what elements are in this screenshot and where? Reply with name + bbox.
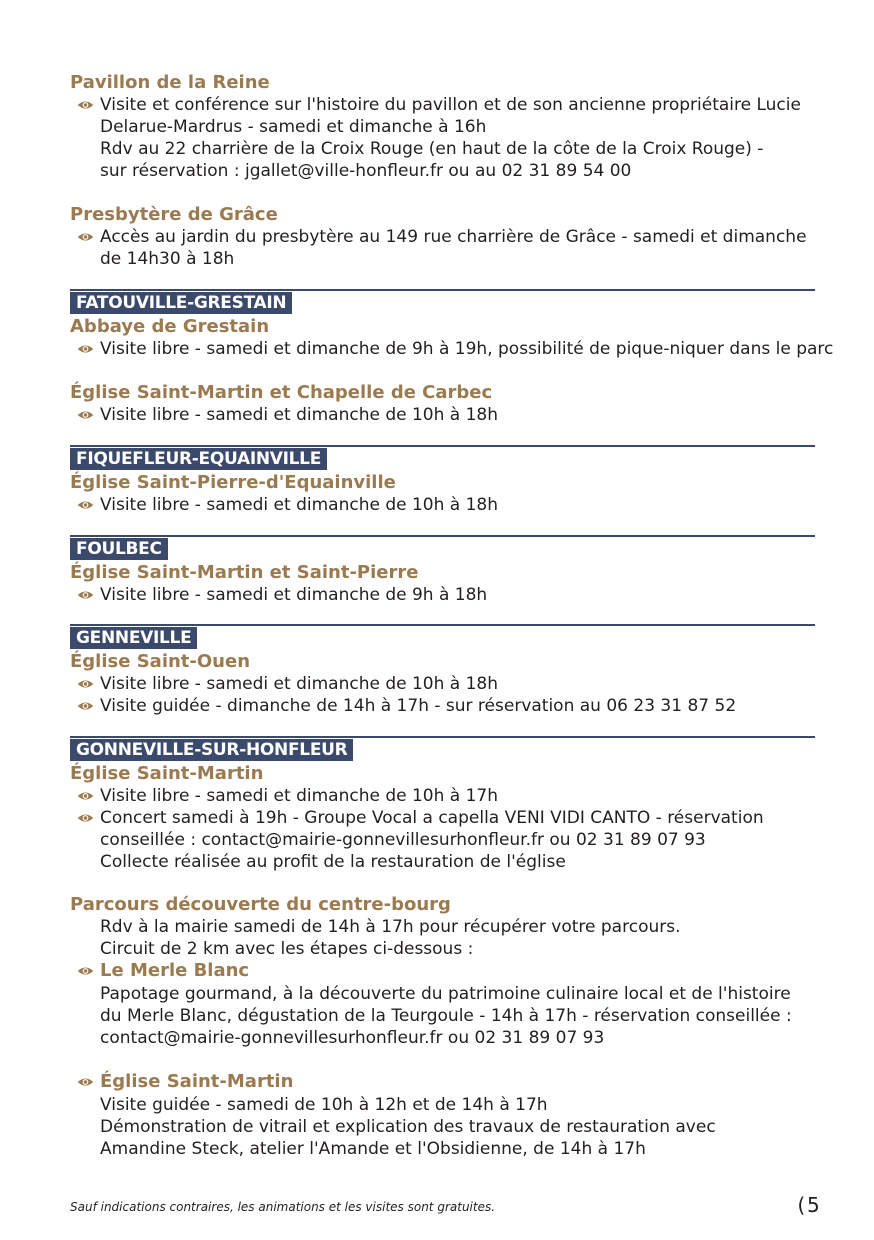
saint-martin-title: Église Saint-Martin	[70, 763, 264, 784]
abbaye-line-1: Visite libre - samedi et dimanche de 9h à 19h, possibilité de pique-niquer dans le parc	[100, 339, 834, 359]
merle-blanc-title: Le Merle Blanc	[100, 960, 250, 981]
section-rule	[70, 289, 815, 291]
page-number-value: 5	[807, 1193, 820, 1217]
page-number-paren: (	[795, 1193, 808, 1217]
presbytere-item	[77, 226, 807, 248]
footer-note: Sauf indications contraires, les animations et les visites sont gratuites.	[70, 1200, 496, 1214]
eglise-saint-martin-title: Église Saint-Martin	[100, 1071, 294, 1092]
section-rule	[70, 535, 815, 537]
eye-icon	[77, 700, 94, 712]
merle-blanc-heading	[77, 960, 249, 982]
section-genneville: GENNEVILLE	[70, 627, 197, 649]
saint-martin-line-1: Visite libre - samedi et dimanche de 10h à 17h	[100, 786, 499, 806]
carbec-line-1: Visite libre - samedi et dimanche de 10h à 18h	[100, 405, 499, 425]
section-rule	[70, 445, 815, 447]
foulbec-title: Église Saint-Martin et Saint-Pierre	[70, 562, 419, 583]
section-gonneville: GONNEVILLE-SUR-HONFLEUR	[70, 739, 353, 761]
eye-icon	[77, 343, 94, 355]
saint-ouen-line-2: Visite guidée - dimanche de 14h à 17h - sur réservation au 06 23 31 87 52	[100, 696, 737, 716]
eglise2-line-1: Visite guidée - samedi de 10h à 12h et de 14h à 17h	[100, 1095, 548, 1115]
section-fiquefleur: FIQUEFLEUR-EQUAINVILLE	[70, 448, 327, 470]
saint-ouen-title: Église Saint-Ouen	[70, 651, 251, 672]
section-rule	[70, 624, 815, 626]
parcours-title: Parcours découverte du centre-bourg	[70, 894, 451, 915]
presbytere-line-1: Accès au jardin du presbytère au 149 rue charrière de Grâce - samedi et dimanche	[100, 227, 807, 247]
abbaye-item	[77, 338, 833, 360]
section-fatouville: FATOUVILLE-GRESTAIN	[70, 292, 292, 314]
saint-martin-line-4: Collecte réalisée au profit de la restauration de l'église	[100, 852, 566, 872]
saint-martin-line-2: Concert samedi à 19h - Groupe Vocal a capella VENI VIDI CANTO - réservation	[100, 808, 764, 828]
saint-martin-item-1	[77, 785, 498, 807]
eye-icon	[77, 812, 94, 824]
presbytere-title: Presbytère de Grâce	[70, 204, 278, 225]
eye-icon	[77, 589, 94, 601]
section-rule	[70, 736, 815, 738]
eye-icon	[77, 499, 94, 511]
abbaye-title: Abbaye de Grestain	[70, 316, 270, 337]
eye-icon	[77, 1076, 94, 1088]
saint-ouen-line-1: Visite libre - samedi et dimanche de 10h à 18h	[100, 674, 499, 694]
pavillon-item	[77, 94, 801, 116]
pavillon-line-3: Rdv au 22 charrière de la Croix Rouge (en haut de la côte de la Croix Rouge) -	[100, 139, 764, 159]
carbec-item	[77, 404, 498, 426]
eglise2-line-3: Amandine Steck, atelier l'Amande et l'Obsidienne, de 14h à 17h	[100, 1139, 646, 1159]
presbytere-line-2: de 14h30 à 18h	[100, 249, 235, 269]
eglise2-line-2: Démonstration de vitrail et explication des travaux de restauration avec	[100, 1117, 716, 1137]
eye-icon	[77, 790, 94, 802]
eye-icon	[77, 99, 94, 111]
equainville-item	[77, 494, 498, 516]
foulbec-line-1: Visite libre - samedi et dimanche de 9h à 18h	[100, 585, 488, 605]
eye-icon	[77, 231, 94, 243]
saint-martin-item-2	[77, 807, 764, 829]
merle-line-3: contact@mairie-gonnevillesurhonfleur.fr ou 02 31 89 07 93	[100, 1028, 605, 1048]
equainville-line-1: Visite libre - samedi et dimanche de 10h à 18h	[100, 495, 499, 515]
pavillon-title: Pavillon de la Reine	[70, 72, 270, 93]
merle-line-2: du Merle Blanc, dégustation de la Teurgoule - 14h à 17h - réservation conseillée :	[100, 1006, 792, 1026]
equainville-title: Église Saint-Pierre-d'Equainville	[70, 472, 396, 493]
eglise-saint-martin-heading	[77, 1071, 293, 1093]
eye-icon	[77, 409, 94, 421]
eye-icon	[77, 678, 94, 690]
pavillon-line-2: Delarue-Mardrus - samedi et dimanche à 16h	[100, 117, 487, 137]
saint-martin-line-3: conseillée : contact@mairie-gonnevillesurhonfleur.fr ou 02 31 89 07 93	[100, 830, 706, 850]
eye-icon	[77, 965, 94, 977]
carbec-title: Église Saint-Martin et Chapelle de Carbec	[70, 382, 493, 403]
pavillon-line-1: Visite et conférence sur l'histoire du pavillon et de son ancienne propriétaire Lucie	[100, 95, 801, 115]
foulbec-item	[77, 584, 487, 606]
pavillon-line-4: sur réservation : jgallet@ville-honfleur.fr ou au 02 31 89 54 00	[100, 161, 632, 181]
parcours-line-1: Rdv à la mairie samedi de 14h à 17h pour récupérer votre parcours.	[100, 917, 681, 937]
page-number	[795, 1193, 820, 1217]
saint-ouen-item-2	[77, 695, 736, 717]
section-foulbec: FOULBEC	[70, 538, 168, 560]
merle-line-1: Papotage gourmand, à la découverte du patrimoine culinaire local et de l'histoire	[100, 984, 791, 1004]
parcours-line-2: Circuit de 2 km avec les étapes ci-dessous :	[100, 939, 474, 959]
saint-ouen-item-1	[77, 673, 498, 695]
